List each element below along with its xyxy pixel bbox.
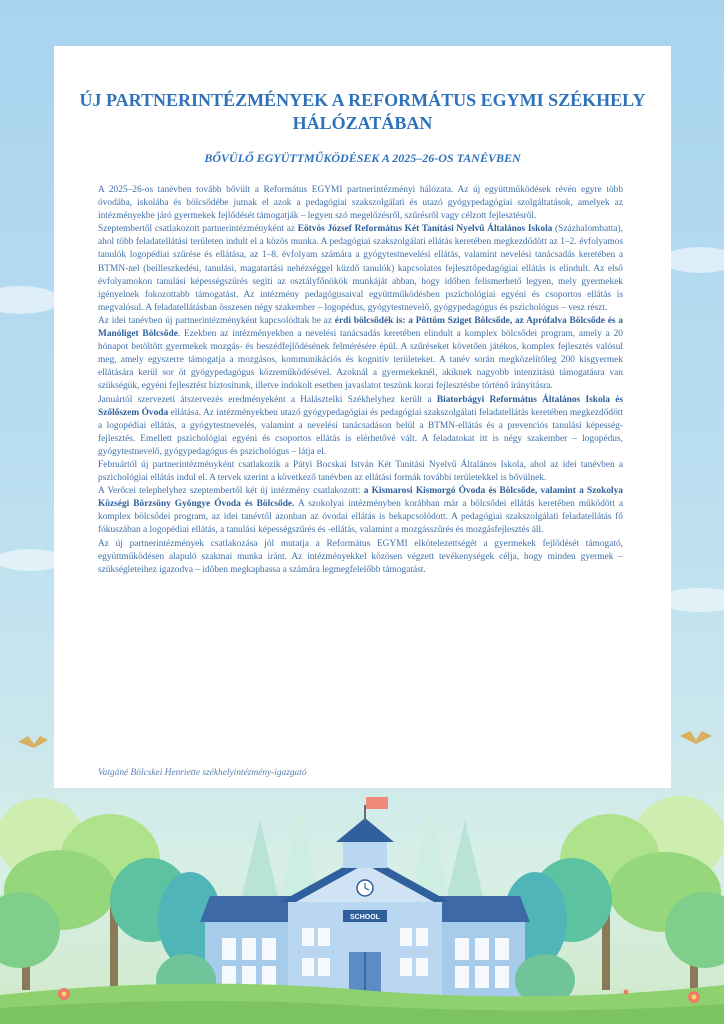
clock-icon [357, 880, 373, 896]
institution-name: érdi bölcsődék is: a Pöttöm Sziget Bölcsőde, az Aprófalva Bölcsőde és a Manóliget Bölcsőde [98, 315, 623, 340]
flag-icon [364, 797, 388, 821]
school-sign-text: SCHOOL [350, 914, 380, 921]
school-building [200, 797, 530, 1000]
paragraph-4: Januártól szervezeti átszervezés eredményeként a Halásztelki Székhelyhez került a Biatorbágyi Református Általános Iskola és Szőlőszem Óvoda ellátása. Az intézményekben utazó gyógypedagógiai és pedagógiai szakszolgálati feladatellátás keretében megkezdődött a logopédiai ellátás, a gyógytestnevelés, valamint a nevelési tanácsadáson belül a BTMN-ellátás és a prevenciós tanulási képesség-fejlesztés. Emellett pszichológiai egyéni és csoportos ellátás is elérhetővé vált. A feladatokat itt is négy szakember – logopédus, gyógytestnevelő, gyógypedagógus és pszichológus – látja el. [98, 394, 624, 457]
page-subtitle: BŐVÜLŐ EGYÜTTMŰKÖDÉSEK A 2025–26-OS TANÉVBEN [204, 151, 521, 165]
paragraph-1: A 2025–26-os tanévben tovább bővült a Református EGYMI partnerintézményi hálózata. Az új együttműködések révén egyre több óvodába, iskolába és bölcsődébe jutnak el azok a pedagógiai szakszolgálati és utazó gyógypedagógiai szolgáltatások, amelyek az intézményekbe járó gyermekek fejlődését támogatják – legyen szó megelőzésről, szűrésről vagy célzott fejlesztésről. [98, 185, 623, 222]
article-body [98, 184, 623, 577]
paragraph-7: Az új partnerintézmények csatlakozása jól mutatja a Református EGYMI elkötelezettségét a gyermekek fejlődését támogató, együttműködésen alapuló szakmai munka iránt. Az intézményekkel közösen végzett tevékenységek célja, hogy minden gyermek – szükségleteihez igazodva – időben megkaphassa a számára legmegfelelőbb támogatást. [98, 538, 623, 575]
paragraph-2: Szeptembertől csatlakozott partnerintézményként az Eötvös József Református Két Tanítási Nyelvű Általános Iskola (Százhalombatta), ahol több feladatellátási területen indult el a közös munka. A pedagógiai szakszolgálati ellátás keretében megkezdődött az 1–2. évfolyamos tanulók logopédiai szűrése és ellátása, az 1–8. évfolyam számára a gyógytestnevelési ellátás, valamint nevelési tanácsadás keretében a BTMN-nel (beilleszkedési, tanulási, magatartási nehézséggel küzdő tanulók) kapcsolatos fejlesztőpedagógiai ellátás is elindult. Az első évfolyamokon tanulási képességszűrés segíti az osztályfőnökök munkáját abban, hogy időben felismerhető legyen, mely gyermekek igényelnek fokozottabb támogatást. Az intézmény pedagógusaival együttműködésben pszichológiai egyéni és csoportos ellátás is megvalósul. A feladatellátásban összesen négy szakember – logopédus, gyógytestnevelő, gyógypedagógus és pszichológus – vesz részt. [98, 224, 623, 313]
paragraph-3: Az idei tanévben új partnerintézményként kapcsolódtak be az érdi bölcsődék is: a Pöttöm Sziget Bölcsőde, az Aprófalva Bölcsőde és a Manóliget Bölcsőde. Ezekben az intézményekben a nevelési tanácsadás keretében elindult a komplex bölcsődei program, amely a 20 hónapot betöltött gyermekek mozgás- és beszédfejlődésének felmérésére épül. A szűréseket követően játékos, komplex fejlesztés valósul meg, amely egyszerre támogatja a mozgásos, kommunikációs és kognitív területeket. A tanév során megközelítőleg 200 kisgyermek ellátására kerül sor öt gyógypedagógus közreműködésével. Azoknál a gyermekeknél, akiknek nagyobb intenzitású támogatásra van szükségük, egyéni fejlesztést biztosítunk, illetve indokolt esetben javaslatot teszünk korai fejlesztésbe történő irányításra. [98, 315, 623, 392]
paragraph-5: Februártól új partnerintézményként csatlakozik a Pátyi Bocskai István Két Tanítási Nyelvű Általános Iskola, ahol az idei tanévben a pszichológiai ellátás indul el. A tervek szerint a következő tanévben az ellátási formák további területekkel is bővülnek. [98, 459, 623, 484]
institution-name: Biatorbágyi Református Általános Iskola és Szőlőszem Óvoda [98, 394, 624, 418]
institution-name: a Kismarosi Kismorgó Óvoda és Bölcsőde, valamint a Szokolya Községi Börzsöny Gyöngye Óvoda és Bölcsőde. [98, 486, 623, 510]
page-title: ÚJ PARTNERINTÉZMÉNYEK A REFORMÁTUS EGYMI SZÉKHELY HÁLÓZATÁBAN [79, 90, 646, 133]
paragraph-6: A Verőcei telephelyhez szeptembertől két új intézmény csatlakozott: a Kismarosi Kismorgó Óvoda és Bölcsőde, valamint a Szokolya Községi Börzsöny Gyöngye Óvoda és Bölcsőde. A szokolyai intézményben korábban már a bölcsődei ellátás keretében működött a komplex bölcsődei program, az idei tanévtől azonban az óvodai ellátás is bekapcsolódott. A pedagógiai szakszolgálati feladatellátás fő fókuszában a logopédiai ellátás, a tanulási képességszűrés és -ellátás, valamint a mozgásszűrés és mozgásfejlesztés áll. [98, 486, 623, 536]
signature: Vatgáné Bölcskei Henriette székhelyintézmény-igazgató [98, 768, 307, 778]
institution-name: Eötvös József Református Két Tanítási Nyelvű Általános Iskola [297, 224, 553, 235]
